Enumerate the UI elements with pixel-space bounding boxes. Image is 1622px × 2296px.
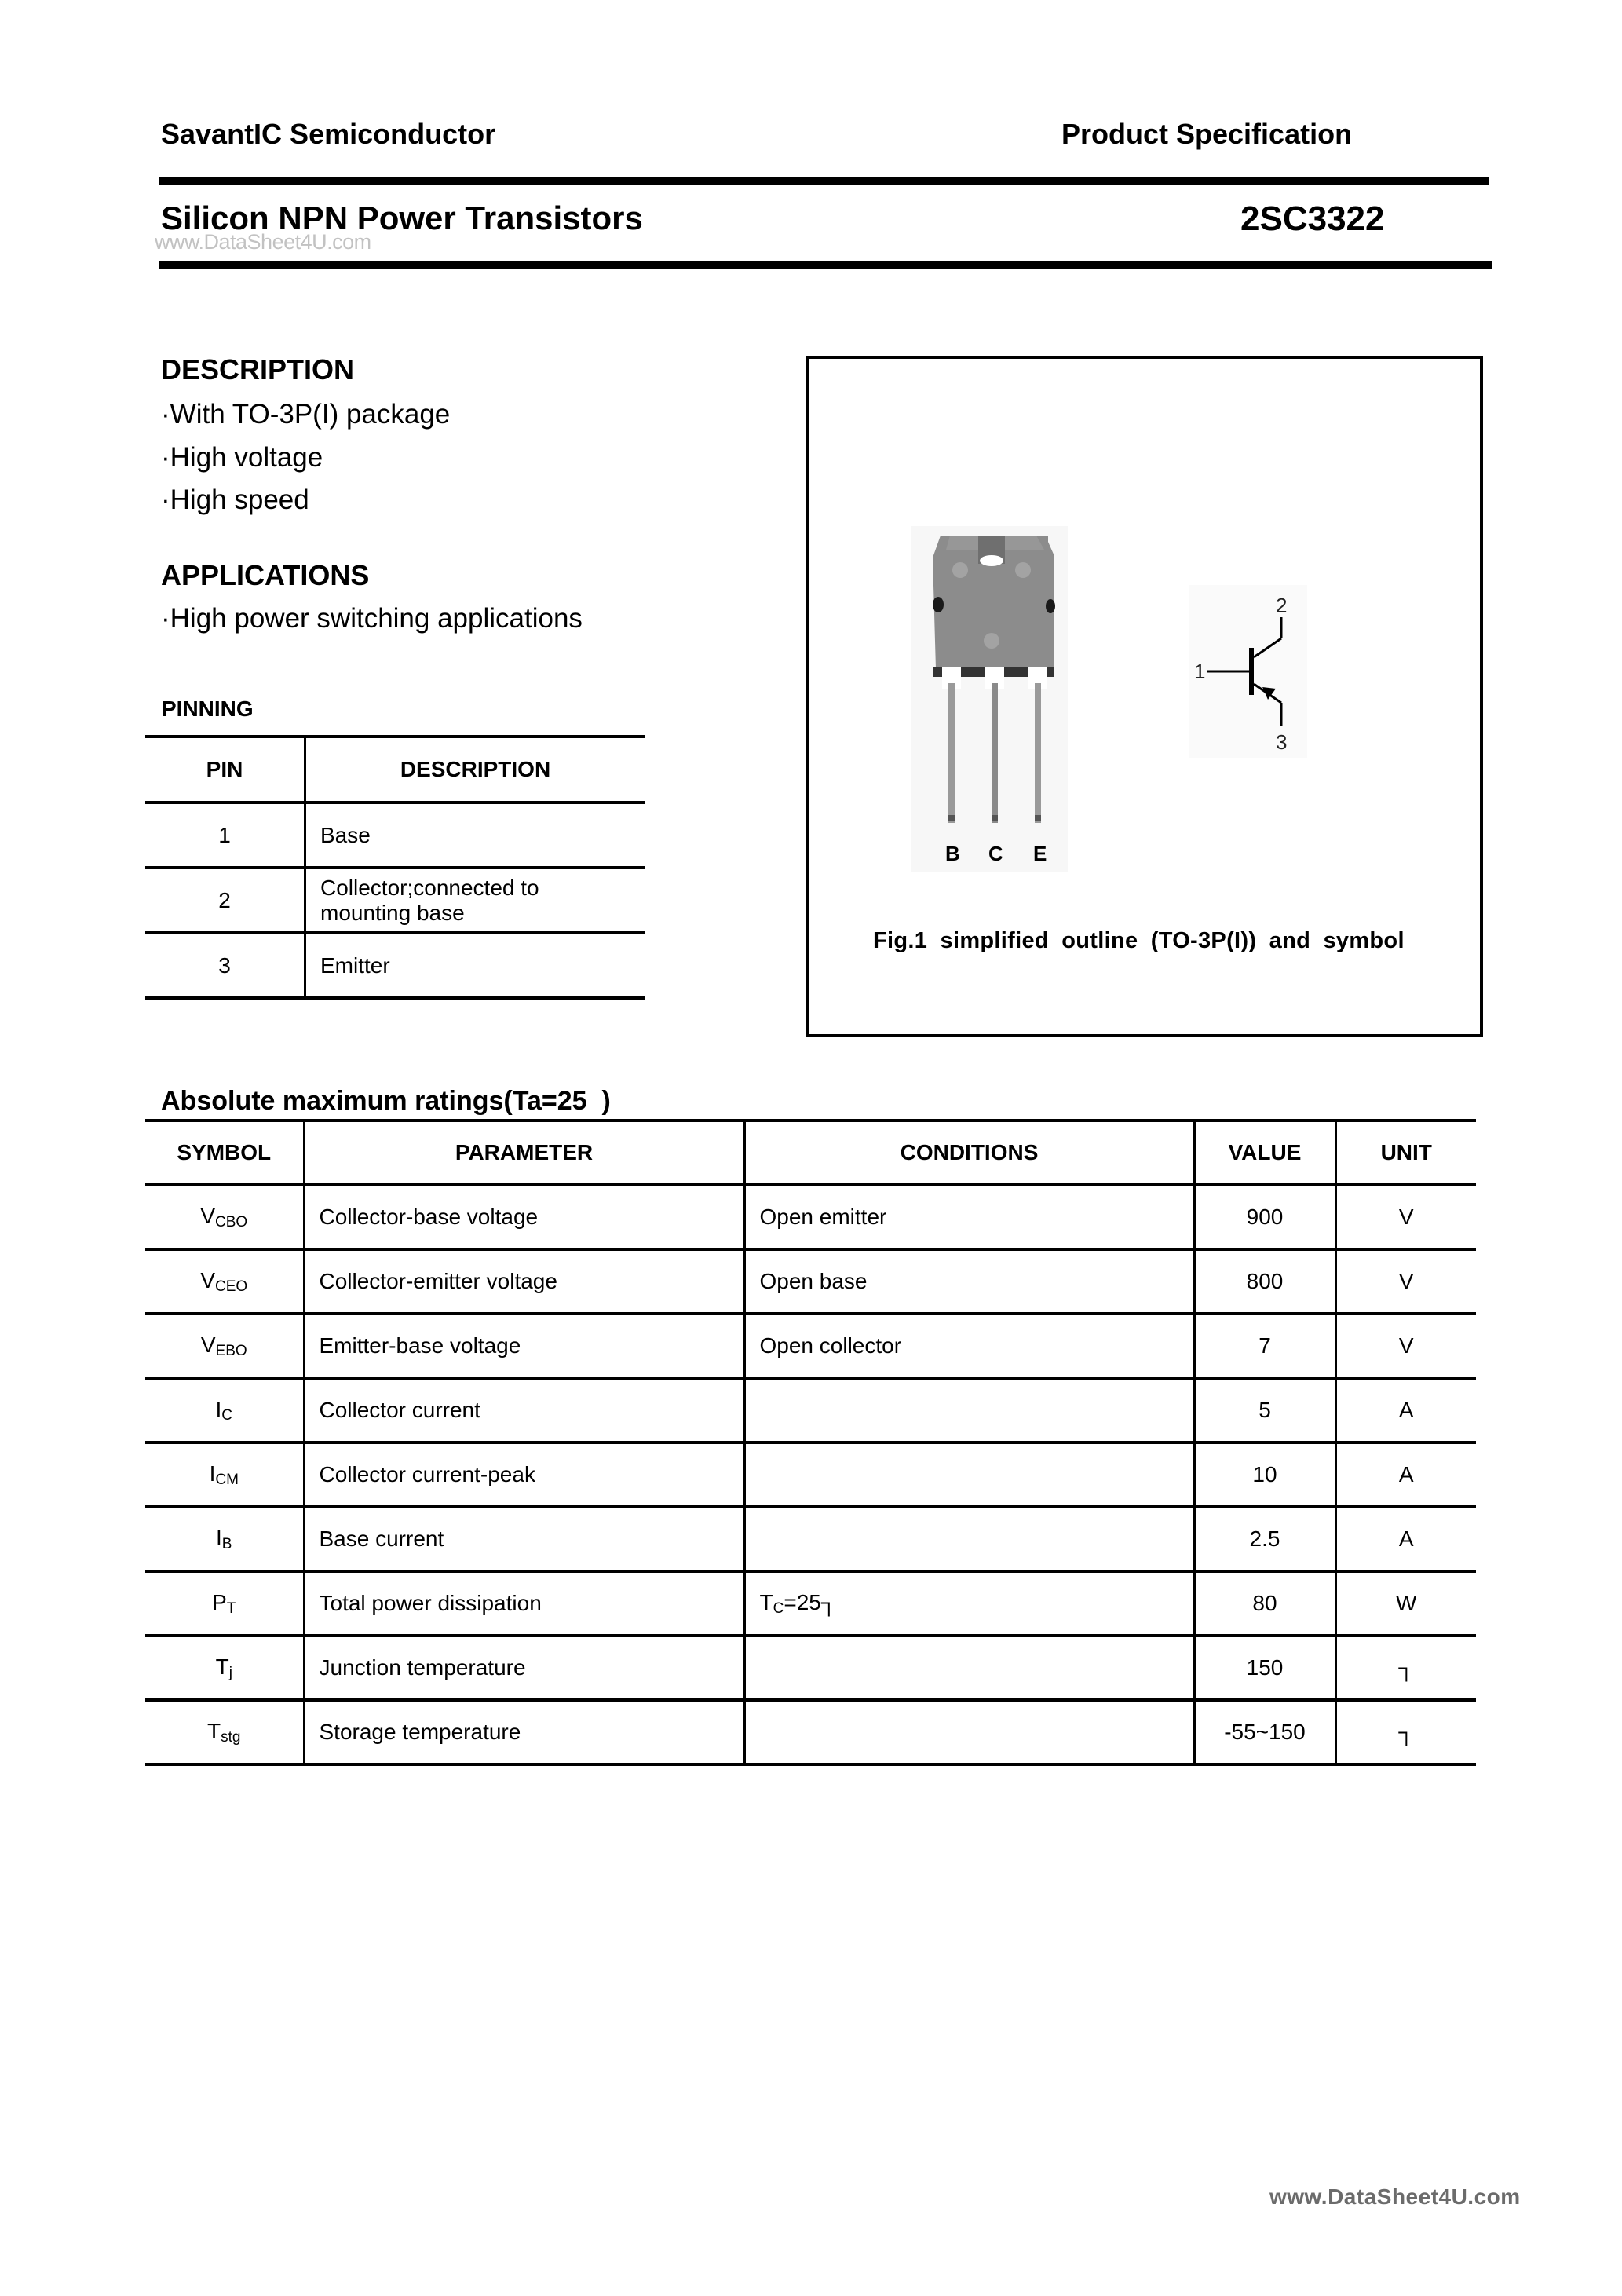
rating-parameter: Collector current	[304, 1378, 744, 1442]
rating-parameter: Collector current-peak	[304, 1442, 744, 1507]
rating-condition: $T_C=25┐$	[744, 1571, 1194, 1636]
rating-condition	[744, 1700, 1194, 1764]
rating-value: 5	[1194, 1378, 1335, 1442]
rating-condition	[744, 1507, 1194, 1571]
pin-description: Collector;connected to mounting base	[305, 868, 645, 933]
rating-unit: A	[1335, 1378, 1476, 1442]
rating-parameter: Collector-emitter voltage	[304, 1249, 744, 1314]
applications-title: APPLICATIONS	[161, 559, 370, 591]
rating-unit: A	[1335, 1507, 1476, 1571]
description-item: ·With TO-3P(I) package	[161, 399, 451, 430]
rating-condition	[744, 1378, 1194, 1442]
pinning-header-row	[145, 737, 645, 803]
table-row	[145, 1185, 1476, 1249]
rating-value: 80	[1194, 1571, 1335, 1636]
rating-symbol: $T_j$	[145, 1636, 304, 1700]
description-item: ·High voltage	[161, 442, 323, 473]
npn-transistor-symbol-icon	[1189, 585, 1307, 758]
lead-label-collector: C	[988, 842, 1003, 865]
pin-number: 3	[145, 933, 305, 998]
table-row	[145, 1571, 1476, 1636]
pin-number: 1	[145, 803, 305, 868]
table-row	[145, 1378, 1476, 1442]
table-row	[145, 868, 645, 933]
company-name: SavantIC Semiconductor	[161, 118, 496, 150]
pin-number: 2	[145, 868, 305, 933]
rating-condition: Open base	[744, 1249, 1194, 1314]
description-column-header: DESCRIPTION	[305, 737, 645, 803]
watermark-text: www.DataSheet4U.com	[155, 230, 371, 254]
to3p-package-icon	[911, 526, 1068, 872]
figure-caption: Fig.1 simplified outline (TO-3P(I)) and symbol	[873, 928, 1405, 953]
ratings-table	[145, 1119, 1476, 1766]
footer-site-link[interactable]: www.DataSheet4U.com	[1269, 2184, 1521, 2209]
rating-symbol: $T_{stg}$	[145, 1700, 304, 1764]
pinning-title: PINNING	[162, 696, 254, 721]
rating-unit: A	[1335, 1442, 1476, 1507]
rating-symbol: $V_{EBO}$	[145, 1314, 304, 1378]
pin-description: Emitter	[305, 933, 645, 998]
table-row	[145, 1314, 1476, 1378]
rating-value: 800	[1194, 1249, 1335, 1314]
product-line-title: Silicon NPN Power Transistors	[161, 199, 643, 236]
rating-parameter: Collector-base voltage	[304, 1185, 744, 1249]
applications-item: ·High power switching applications	[161, 603, 583, 634]
ratings-title: Absolute maximum ratings(Ta=25 )	[161, 1086, 611, 1116]
value-column-header: VALUE	[1194, 1121, 1335, 1185]
rating-unit: V	[1335, 1185, 1476, 1249]
lead-label-base: B	[945, 842, 960, 865]
rating-parameter: Total power dissipation	[304, 1571, 744, 1636]
rating-symbol: $V_{CBO}$	[145, 1185, 304, 1249]
rating-symbol: $V_{CEO}$	[145, 1249, 304, 1314]
rating-unit: V	[1335, 1249, 1476, 1314]
rating-parameter: Junction temperature	[304, 1636, 744, 1700]
rating-unit: V	[1335, 1314, 1476, 1378]
part-number: 2SC3322	[1240, 199, 1385, 238]
pin-description: Base	[305, 803, 645, 868]
unit-column-header: UNIT	[1335, 1121, 1476, 1185]
header-rule-bottom	[159, 261, 1492, 269]
rating-parameter: Storage temperature	[304, 1700, 744, 1764]
table-row	[145, 1700, 1476, 1764]
rating-symbol: $P_T$	[145, 1571, 304, 1636]
rating-symbol: $I_B$	[145, 1507, 304, 1571]
table-row	[145, 1249, 1476, 1314]
pinning-table	[145, 735, 645, 1000]
rating-condition	[744, 1636, 1194, 1700]
rating-condition	[744, 1442, 1194, 1507]
table-row	[145, 1507, 1476, 1571]
header-rule-top	[159, 177, 1489, 185]
rating-value: 7	[1194, 1314, 1335, 1378]
lead-label-emitter: E	[1033, 842, 1047, 865]
table-row	[145, 1636, 1476, 1700]
rating-value: 150	[1194, 1636, 1335, 1700]
table-row	[145, 933, 645, 998]
rating-parameter: Emitter-base voltage	[304, 1314, 744, 1378]
rating-unit: ┐	[1335, 1700, 1476, 1764]
rating-value: 10	[1194, 1442, 1335, 1507]
rating-symbol: $I_C$	[145, 1378, 304, 1442]
rating-condition: Open collector	[744, 1314, 1194, 1378]
conditions-column-header: CONDITIONS	[744, 1121, 1194, 1185]
symbol-column-header: SYMBOL	[145, 1121, 304, 1185]
table-row	[145, 803, 645, 868]
rating-unit: W	[1335, 1571, 1476, 1636]
pin-column-header: PIN	[145, 737, 305, 803]
symbol-pin-3: 3	[1276, 730, 1288, 754]
symbol-pin-1: 1	[1194, 660, 1206, 683]
rating-parameter: Base current	[304, 1507, 744, 1571]
rating-value: 2.5	[1194, 1507, 1335, 1571]
description-title: DESCRIPTION	[161, 353, 355, 386]
symbol-pin-2: 2	[1276, 594, 1288, 617]
doc-type: Product Specification	[1061, 118, 1353, 150]
rating-symbol: $I_{CM}$	[145, 1442, 304, 1507]
rating-unit: ┐	[1335, 1636, 1476, 1700]
parameter-column-header: PARAMETER	[304, 1121, 744, 1185]
ratings-header-row	[145, 1121, 1476, 1185]
rating-value: -55~150	[1194, 1700, 1335, 1764]
description-item: ·High speed	[161, 484, 309, 515]
rating-condition: Open emitter	[744, 1185, 1194, 1249]
rating-value: 900	[1194, 1185, 1335, 1249]
table-row	[145, 1442, 1476, 1507]
